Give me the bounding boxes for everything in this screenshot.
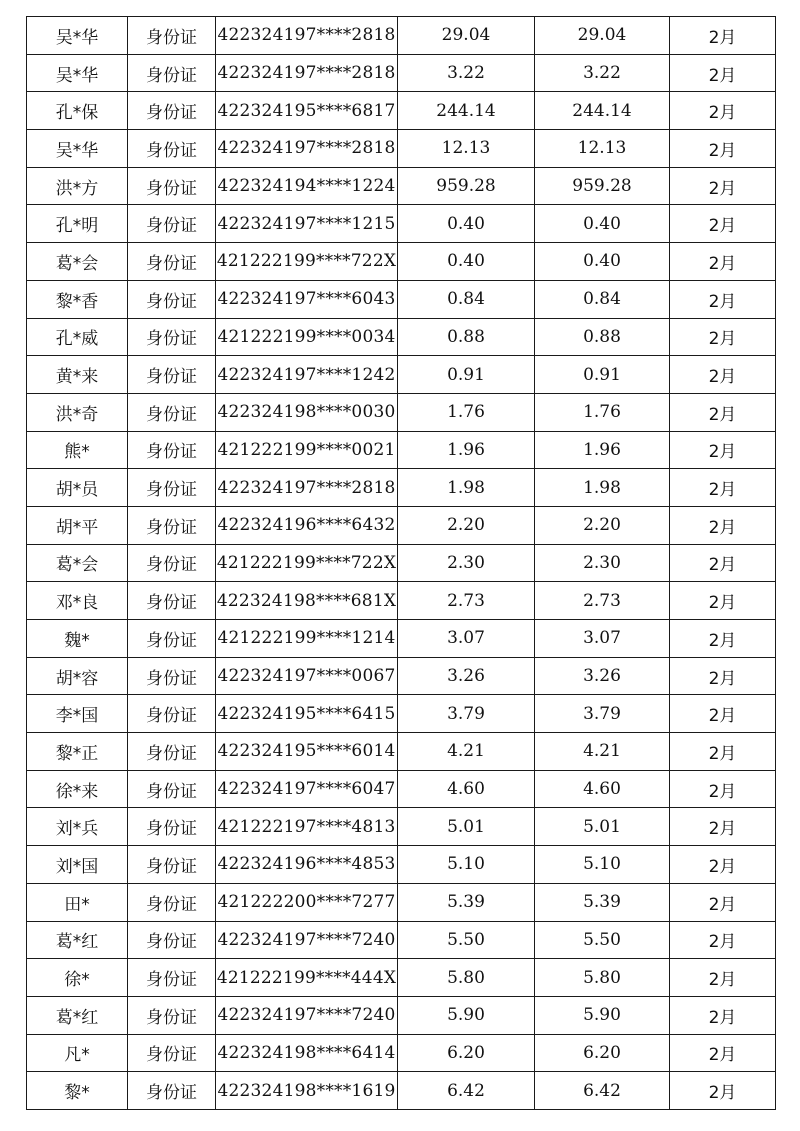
id-number-cell: 421222199****722X xyxy=(216,243,398,281)
amount-paid-cell: 1.76 xyxy=(535,393,670,431)
month-cell: 2月 xyxy=(670,54,776,92)
data-table xyxy=(26,16,776,1110)
name-cell: 魏* xyxy=(27,620,128,658)
id-type-cell: 身份证 xyxy=(128,92,216,130)
amount-paid-cell: 1.96 xyxy=(535,431,670,469)
amount-paid-cell: 3.79 xyxy=(535,695,670,733)
amount-cell: 1.96 xyxy=(398,431,535,469)
name-cell: 孔*威 xyxy=(27,318,128,356)
month-cell: 2月 xyxy=(670,883,776,921)
amount-paid-cell: 0.91 xyxy=(535,356,670,394)
month-cell: 2月 xyxy=(670,469,776,507)
table-row xyxy=(27,770,776,808)
amount-paid-cell: 0.40 xyxy=(535,205,670,243)
amount-paid-cell: 959.28 xyxy=(535,167,670,205)
amount-cell: 3.26 xyxy=(398,657,535,695)
name-cell: 葛*会 xyxy=(27,243,128,281)
month-cell: 2月 xyxy=(670,130,776,168)
name-cell: 葛*红 xyxy=(27,921,128,959)
month-cell: 2月 xyxy=(670,657,776,695)
id-number-cell: 422324198****1619 xyxy=(216,1072,398,1110)
table-row xyxy=(27,469,776,507)
month-cell: 2月 xyxy=(670,695,776,733)
name-cell: 洪*方 xyxy=(27,167,128,205)
month-cell: 2月 xyxy=(670,808,776,846)
id-type-cell: 身份证 xyxy=(128,1034,216,1072)
month-cell: 2月 xyxy=(670,1034,776,1072)
id-number-cell: 421222199****0034 xyxy=(216,318,398,356)
amount-paid-cell: 6.42 xyxy=(535,1072,670,1110)
amount-cell: 4.21 xyxy=(398,733,535,771)
id-type-cell: 身份证 xyxy=(128,1072,216,1110)
amount-paid-cell: 2.20 xyxy=(535,506,670,544)
id-number-cell: 422324197****0067 xyxy=(216,657,398,695)
id-number-cell: 422324198****0030 xyxy=(216,393,398,431)
name-cell: 吴*华 xyxy=(27,17,128,55)
amount-cell: 3.07 xyxy=(398,620,535,658)
amount-cell: 0.88 xyxy=(398,318,535,356)
id-number-cell: 422324197****1242 xyxy=(216,356,398,394)
amount-cell: 6.20 xyxy=(398,1034,535,1072)
id-number-cell: 422324196****4853 xyxy=(216,846,398,884)
amount-paid-cell: 6.20 xyxy=(535,1034,670,1072)
name-cell: 田* xyxy=(27,883,128,921)
table-row xyxy=(27,205,776,243)
month-cell: 2月 xyxy=(670,506,776,544)
name-cell: 葛*红 xyxy=(27,996,128,1034)
id-number-cell: 422324195****6817 xyxy=(216,92,398,130)
id-type-cell: 身份证 xyxy=(128,770,216,808)
month-cell: 2月 xyxy=(670,770,776,808)
amount-cell: 2.30 xyxy=(398,544,535,582)
amount-cell: 0.91 xyxy=(398,356,535,394)
table-row xyxy=(27,808,776,846)
amount-cell: 1.98 xyxy=(398,469,535,507)
amount-cell: 5.90 xyxy=(398,996,535,1034)
id-number-cell: 422324198****681X xyxy=(216,582,398,620)
id-type-cell: 身份证 xyxy=(128,996,216,1034)
id-type-cell: 身份证 xyxy=(128,883,216,921)
month-cell: 2月 xyxy=(670,431,776,469)
table-row xyxy=(27,620,776,658)
amount-paid-cell: 0.84 xyxy=(535,280,670,318)
id-type-cell: 身份证 xyxy=(128,17,216,55)
id-number-cell: 422324197****2818 xyxy=(216,469,398,507)
id-number-cell: 422324197****6043 xyxy=(216,280,398,318)
id-type-cell: 身份证 xyxy=(128,469,216,507)
table-row xyxy=(27,393,776,431)
id-type-cell: 身份证 xyxy=(128,205,216,243)
table-row xyxy=(27,1034,776,1072)
month-cell: 2月 xyxy=(670,318,776,356)
id-number-cell: 422324197****2818 xyxy=(216,54,398,92)
id-type-cell: 身份证 xyxy=(128,846,216,884)
name-cell: 凡* xyxy=(27,1034,128,1072)
amount-cell: 29.04 xyxy=(398,17,535,55)
table-row xyxy=(27,356,776,394)
amount-paid-cell: 0.88 xyxy=(535,318,670,356)
table-row xyxy=(27,883,776,921)
amount-cell: 0.84 xyxy=(398,280,535,318)
name-cell: 胡*平 xyxy=(27,506,128,544)
amount-cell: 5.39 xyxy=(398,883,535,921)
month-cell: 2月 xyxy=(670,167,776,205)
id-number-cell: 422324197****1215 xyxy=(216,205,398,243)
month-cell: 2月 xyxy=(670,620,776,658)
id-type-cell: 身份证 xyxy=(128,582,216,620)
month-cell: 2月 xyxy=(670,544,776,582)
month-cell: 2月 xyxy=(670,959,776,997)
amount-cell: 244.14 xyxy=(398,92,535,130)
name-cell: 胡*员 xyxy=(27,469,128,507)
amount-paid-cell: 1.98 xyxy=(535,469,670,507)
table-row xyxy=(27,582,776,620)
table-row xyxy=(27,695,776,733)
id-type-cell: 身份证 xyxy=(128,393,216,431)
id-number-cell: 421222199****722X xyxy=(216,544,398,582)
table-row xyxy=(27,506,776,544)
table-row xyxy=(27,544,776,582)
id-number-cell: 421222199****444X xyxy=(216,959,398,997)
amount-cell: 4.60 xyxy=(398,770,535,808)
month-cell: 2月 xyxy=(670,17,776,55)
id-type-cell: 身份证 xyxy=(128,318,216,356)
name-cell: 刘*国 xyxy=(27,846,128,884)
table-row xyxy=(27,996,776,1034)
name-cell: 孔*保 xyxy=(27,92,128,130)
id-type-cell: 身份证 xyxy=(128,733,216,771)
id-type-cell: 身份证 xyxy=(128,544,216,582)
month-cell: 2月 xyxy=(670,205,776,243)
amount-paid-cell: 4.21 xyxy=(535,733,670,771)
table-row xyxy=(27,280,776,318)
id-type-cell: 身份证 xyxy=(128,356,216,394)
table-row xyxy=(27,54,776,92)
table-row xyxy=(27,17,776,55)
table-row xyxy=(27,846,776,884)
id-type-cell: 身份证 xyxy=(128,243,216,281)
table-row xyxy=(27,921,776,959)
amount-paid-cell: 5.90 xyxy=(535,996,670,1034)
amount-paid-cell: 3.26 xyxy=(535,657,670,695)
month-cell: 2月 xyxy=(670,280,776,318)
month-cell: 2月 xyxy=(670,1072,776,1110)
id-number-cell: 421222199****0021 xyxy=(216,431,398,469)
table-row xyxy=(27,959,776,997)
id-number-cell: 422324196****6432 xyxy=(216,506,398,544)
amount-paid-cell: 244.14 xyxy=(535,92,670,130)
amount-paid-cell: 3.07 xyxy=(535,620,670,658)
amount-paid-cell: 5.80 xyxy=(535,959,670,997)
amount-cell: 12.13 xyxy=(398,130,535,168)
name-cell: 吴*华 xyxy=(27,130,128,168)
table-row xyxy=(27,431,776,469)
id-type-cell: 身份证 xyxy=(128,130,216,168)
id-number-cell: 421222199****1214 xyxy=(216,620,398,658)
name-cell: 熊* xyxy=(27,431,128,469)
month-cell: 2月 xyxy=(670,921,776,959)
amount-cell: 2.73 xyxy=(398,582,535,620)
amount-paid-cell: 5.10 xyxy=(535,846,670,884)
id-number-cell: 422324197****7240 xyxy=(216,996,398,1034)
id-type-cell: 身份证 xyxy=(128,657,216,695)
amount-paid-cell: 2.73 xyxy=(535,582,670,620)
amount-paid-cell: 4.60 xyxy=(535,770,670,808)
name-cell: 黎* xyxy=(27,1072,128,1110)
name-cell: 黎*香 xyxy=(27,280,128,318)
name-cell: 李*国 xyxy=(27,695,128,733)
month-cell: 2月 xyxy=(670,996,776,1034)
table-row xyxy=(27,167,776,205)
amount-paid-cell: 2.30 xyxy=(535,544,670,582)
amount-paid-cell: 5.50 xyxy=(535,921,670,959)
name-cell: 黎*正 xyxy=(27,733,128,771)
table-row xyxy=(27,92,776,130)
table-row xyxy=(27,243,776,281)
amount-paid-cell: 0.40 xyxy=(535,243,670,281)
id-type-cell: 身份证 xyxy=(128,808,216,846)
amount-cell: 1.76 xyxy=(398,393,535,431)
id-type-cell: 身份证 xyxy=(128,620,216,658)
name-cell: 徐* xyxy=(27,959,128,997)
month-cell: 2月 xyxy=(670,846,776,884)
id-number-cell: 422324197****2818 xyxy=(216,17,398,55)
table-row xyxy=(27,130,776,168)
name-cell: 邓*良 xyxy=(27,582,128,620)
month-cell: 2月 xyxy=(670,733,776,771)
name-cell: 黄*来 xyxy=(27,356,128,394)
amount-cell: 5.10 xyxy=(398,846,535,884)
document-page xyxy=(26,16,775,1110)
id-type-cell: 身份证 xyxy=(128,506,216,544)
name-cell: 胡*容 xyxy=(27,657,128,695)
month-cell: 2月 xyxy=(670,356,776,394)
name-cell: 葛*会 xyxy=(27,544,128,582)
amount-paid-cell: 12.13 xyxy=(535,130,670,168)
id-type-cell: 身份证 xyxy=(128,167,216,205)
table-row xyxy=(27,318,776,356)
amount-cell: 2.20 xyxy=(398,506,535,544)
amount-cell: 5.50 xyxy=(398,921,535,959)
amount-paid-cell: 3.22 xyxy=(535,54,670,92)
id-number-cell: 422324197****7240 xyxy=(216,921,398,959)
id-number-cell: 421222197****4813 xyxy=(216,808,398,846)
amount-paid-cell: 5.39 xyxy=(535,883,670,921)
table-row xyxy=(27,1072,776,1110)
amount-cell: 3.22 xyxy=(398,54,535,92)
id-number-cell: 422324194****1224 xyxy=(216,167,398,205)
month-cell: 2月 xyxy=(670,393,776,431)
id-number-cell: 422324195****6014 xyxy=(216,733,398,771)
table-row xyxy=(27,657,776,695)
id-type-cell: 身份证 xyxy=(128,54,216,92)
id-type-cell: 身份证 xyxy=(128,431,216,469)
table-body xyxy=(27,17,776,1110)
month-cell: 2月 xyxy=(670,582,776,620)
id-number-cell: 422324198****6414 xyxy=(216,1034,398,1072)
name-cell: 徐*来 xyxy=(27,770,128,808)
table-row xyxy=(27,733,776,771)
id-type-cell: 身份证 xyxy=(128,695,216,733)
amount-cell: 5.01 xyxy=(398,808,535,846)
name-cell: 刘*兵 xyxy=(27,808,128,846)
id-number-cell: 422324195****6415 xyxy=(216,695,398,733)
amount-cell: 0.40 xyxy=(398,243,535,281)
amount-cell: 0.40 xyxy=(398,205,535,243)
name-cell: 吴*华 xyxy=(27,54,128,92)
id-type-cell: 身份证 xyxy=(128,959,216,997)
month-cell: 2月 xyxy=(670,92,776,130)
amount-cell: 3.79 xyxy=(398,695,535,733)
id-number-cell: 422324197****2818 xyxy=(216,130,398,168)
id-number-cell: 422324197****6047 xyxy=(216,770,398,808)
name-cell: 洪*奇 xyxy=(27,393,128,431)
month-cell: 2月 xyxy=(670,243,776,281)
amount-paid-cell: 5.01 xyxy=(535,808,670,846)
id-type-cell: 身份证 xyxy=(128,280,216,318)
amount-paid-cell: 29.04 xyxy=(535,17,670,55)
id-type-cell: 身份证 xyxy=(128,921,216,959)
name-cell: 孔*明 xyxy=(27,205,128,243)
amount-cell: 5.80 xyxy=(398,959,535,997)
amount-cell: 6.42 xyxy=(398,1072,535,1110)
amount-cell: 959.28 xyxy=(398,167,535,205)
id-number-cell: 421222200****7277 xyxy=(216,883,398,921)
